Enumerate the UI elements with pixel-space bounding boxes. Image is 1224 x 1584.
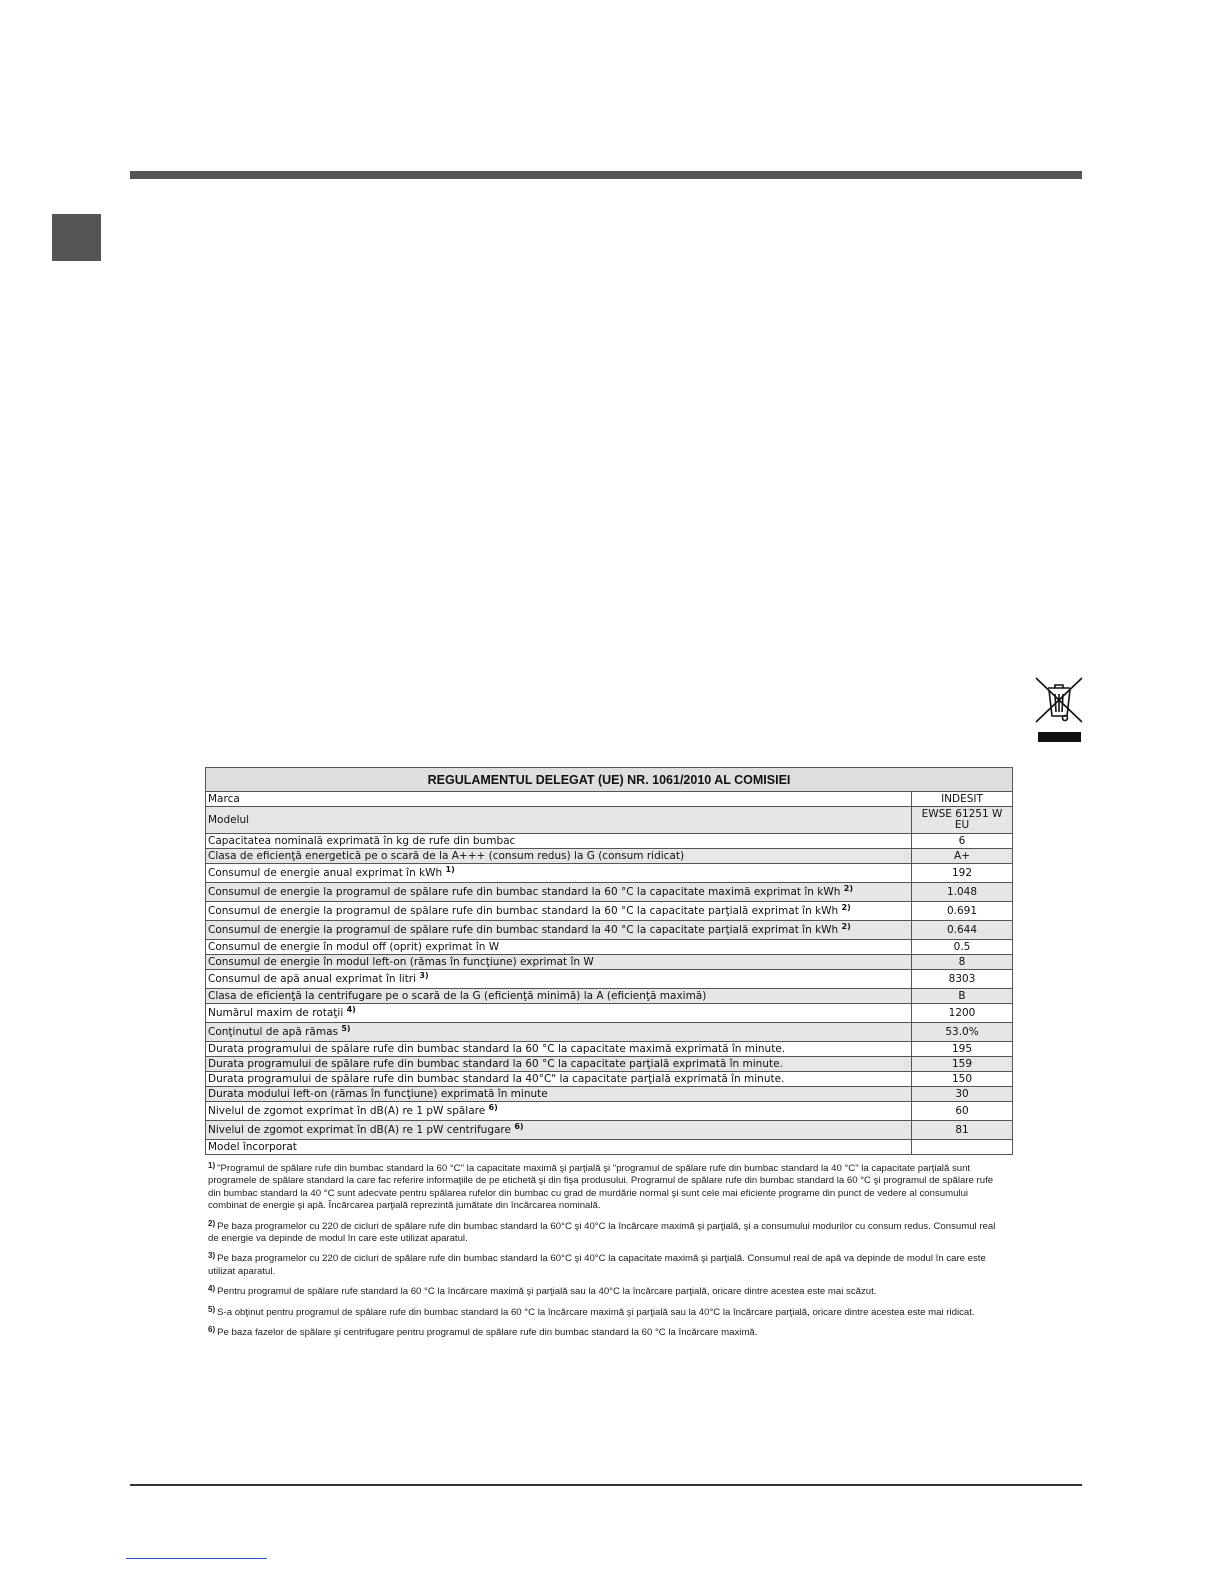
- row-label-text: Consumul de energie în modul left-on (rămas în funcţiune) exprimat în W: [208, 956, 594, 968]
- row-label-text: Model încorporat: [208, 1141, 297, 1153]
- row-value: 1.048: [912, 883, 1013, 902]
- footnote-ref: 4): [346, 1005, 356, 1014]
- row-label: [206, 1140, 912, 1155]
- table-title: REGULAMENTUL DELEGAT (UE) NR. 1061/2010 AL COMISIEI: [206, 768, 1013, 792]
- row-label-text: Consumul de apă anual exprimat în litri: [208, 973, 417, 985]
- row-value: 30: [912, 1087, 1013, 1102]
- footnote-text: S-a obţinut pentru programul de spălare rufe din bumbac standard la 60 °C la încărcare maximă şi parţială sau la 40°C la încărcare parţială, oricare dintre acestea este mai ridicat.: [217, 1306, 975, 1318]
- row-label: [206, 1121, 912, 1140]
- footnote-text: Pentru programul de spălare rufe standard la 60 °C la încărcare maximă şi parţială sau la 40°C la încărcare parţială, oricare dintre acestea este mai scăzut.: [217, 1286, 877, 1298]
- row-label: [206, 1072, 912, 1087]
- row-label-text: Marca: [208, 793, 240, 805]
- crossed-out-wheelie-bin-icon: [1034, 676, 1084, 744]
- table-row: [206, 1057, 1013, 1072]
- footnote-text: "Programul de spălare rufe din bumbac standard la 60 °C" la capacitate maximă şi parţială şi "programul de spălare rufe din bumbac standard la 40 °C" la capacitate parţială sunt programele de spălare standard la care fac referire informaţiile de pe etichetă şi din fişa produsului. Programul de spălare rufe din bumbac standard la 60 °C şi programul de spălare rufe din bumbac standard la 40 °C sunt adecvate pentru spălarea rufelor din bumbac cu grad de murdărie normal şi sunt cele mai eficiente programe din punct de vedere al consumului combinat de energie şi apă. Încărcarea parţială reprezintă jumătate din încărcarea nominală.: [208, 1163, 994, 1212]
- row-value: 0.691: [912, 902, 1013, 921]
- row-label: [206, 921, 912, 940]
- table-row: [206, 834, 1013, 849]
- table-row: [206, 989, 1013, 1004]
- row-label-text: Durata programului de spălare rufe din bumbac standard la 60 °C la capacitate maximă exprimată în minute.: [208, 1043, 786, 1055]
- footnote-ref: 2): [841, 922, 851, 931]
- row-label-text: Durata programului de spălare rufe din bumbac standard la 60 °C la capacitate parţială exprimată în minute.: [208, 1058, 783, 1070]
- row-value: 60: [912, 1102, 1013, 1121]
- table-row: [206, 955, 1013, 970]
- row-value: [912, 1140, 1013, 1155]
- footnote: [208, 1160, 1008, 1213]
- row-label-text: Capacitatea nominală exprimată în kg de rufe din bumbac: [208, 835, 516, 847]
- row-label: [206, 902, 912, 921]
- footnote-text: Pe baza programelor cu 220 de cicluri de spălare rufe din bumbac standard la 60°C şi 40°C la încărcare maximă şi parţială, şi a consumului modurilor cu consum redus. Consumul real de energie va depinde de modul în care este utilizat aparatul.: [208, 1220, 996, 1245]
- row-label: [206, 1102, 912, 1121]
- row-label-text: Clasa de eficienţă la centrifugare pe o scară de la G (eficienţă minimă) la A (eficienţă maximă): [208, 990, 707, 1002]
- row-label-text: Consumul de energie anual exprimat în kWh: [208, 867, 443, 879]
- row-label: [206, 1042, 912, 1057]
- row-label: [206, 955, 912, 970]
- row-label-text: Consumul de energie la programul de spălare rufe din bumbac standard la 60 °C la capacitate maximă exprimat în kWh: [208, 886, 841, 898]
- energy-specification-table: [205, 767, 1013, 1155]
- row-label: [206, 849, 912, 864]
- row-value: 1200: [912, 1004, 1013, 1023]
- row-value: 0.5: [912, 940, 1013, 955]
- table-row: [206, 792, 1013, 807]
- table-row: [206, 1140, 1013, 1155]
- footnote-ref: 5): [341, 1024, 351, 1033]
- table-row: [206, 1023, 1013, 1042]
- row-value: 159: [912, 1057, 1013, 1072]
- row-label-text: Conţinutul de apă rămas: [208, 1026, 338, 1038]
- footnote-number: 5): [208, 1304, 216, 1314]
- footnote-text: Pe baza fazelor de spălare şi centrifugare pentru programul de spălare rufe din bumbac standard la 60 °C la încărcare maximă.: [217, 1327, 758, 1339]
- footnote: [208, 1304, 1008, 1319]
- table-row: [206, 940, 1013, 955]
- footnote: [208, 1283, 1008, 1298]
- table-row: [206, 1042, 1013, 1057]
- row-label: [206, 1087, 912, 1102]
- row-label: [206, 1057, 912, 1072]
- table-row: [206, 1004, 1013, 1023]
- table-row: [206, 921, 1013, 940]
- footnote-ref: 2): [841, 903, 851, 912]
- row-value: 8303: [912, 970, 1013, 989]
- row-label: [206, 940, 912, 955]
- footnote-ref: 6): [514, 1122, 524, 1131]
- table-row: [206, 807, 1013, 834]
- footnote-ref: 2): [843, 884, 853, 893]
- row-label-text: Consumul de energie la programul de spălare rufe din bumbac standard la 60 °C la capacitate parţială exprimat în kWh: [208, 905, 839, 917]
- row-value: 150: [912, 1072, 1013, 1087]
- row-label-text: Consumul de energie la programul de spălare rufe din bumbac standard la 40 °C la capacitate parţială exprimat în kWh: [208, 924, 839, 936]
- row-label-text: Consumul de energie în modul off (oprit) exprimat în W: [208, 941, 500, 953]
- footnote-ref: 6): [488, 1103, 498, 1112]
- table-row: [206, 864, 1013, 883]
- footnote-ref: 1): [445, 865, 455, 874]
- row-value: 192: [912, 864, 1013, 883]
- table-row: [206, 1087, 1013, 1102]
- footnote-number: 3): [208, 1251, 216, 1261]
- footnote: [208, 1324, 1008, 1339]
- row-value: 6: [912, 834, 1013, 849]
- row-label-text: Durata programului de spălare rufe din bumbac standard la 40°C" la capacitate parţială exprimată în minute.: [208, 1073, 785, 1085]
- row-label: [206, 807, 912, 834]
- row-label: [206, 864, 912, 883]
- row-label: [206, 1023, 912, 1042]
- row-label-text: Durata modului left-on (rămas în funcţiune) exprimată în minute: [208, 1088, 548, 1100]
- row-value: 53.0%: [912, 1023, 1013, 1042]
- bottom-rule: [130, 1484, 1082, 1486]
- row-value: 81: [912, 1121, 1013, 1140]
- row-value: 195: [912, 1042, 1013, 1057]
- table-row: [206, 970, 1013, 989]
- table-row: [206, 849, 1013, 864]
- link-underline[interactable]: [126, 1558, 267, 1559]
- table-row: [206, 902, 1013, 921]
- footnote: [208, 1250, 1008, 1278]
- footnotes: [208, 1160, 1008, 1344]
- row-label-text: Modelul: [208, 814, 250, 826]
- row-value: B: [912, 989, 1013, 1004]
- footnote-text: Pe baza programelor cu 220 de cicluri de spălare rufe din bumbac standard la 60°C şi 40°C la capacitate maximă şi parţială. Consumul real de apă va depinde de modul în care este utilizat aparatul.: [208, 1253, 986, 1277]
- row-label-text: Clasa de eficienţă energetică pe o scară de la A+++ (consum redus) la G (consum ridicat): [208, 850, 685, 862]
- row-label-text: Numărul maxim de rotaţii: [208, 1007, 344, 1019]
- row-label: [206, 792, 912, 807]
- row-label: [206, 970, 912, 989]
- footnote-number: 2): [208, 1218, 216, 1228]
- row-value: INDESIT: [912, 792, 1013, 807]
- footnote: [208, 1218, 1008, 1246]
- top-rule: [130, 171, 1082, 179]
- footnote-ref: 3): [419, 971, 429, 980]
- footnote-number: 1): [208, 1161, 216, 1170]
- row-label: [206, 989, 912, 1004]
- table-row: [206, 883, 1013, 902]
- row-label: [206, 834, 912, 849]
- row-label: [206, 1004, 912, 1023]
- table-row: [206, 1102, 1013, 1121]
- row-label-text: Nivelul de zgomot exprimat în dB(A) re 1 pW spălare: [208, 1105, 486, 1117]
- row-label-text: Nivelul de zgomot exprimat în dB(A) re 1 pW centrifugare: [208, 1124, 511, 1136]
- row-value: 0.644: [912, 921, 1013, 940]
- section-tab-marker: [52, 214, 101, 261]
- table-row: [206, 1072, 1013, 1087]
- footnote-number: 6): [208, 1325, 216, 1335]
- row-value: 8: [912, 955, 1013, 970]
- footnote-number: 4): [208, 1284, 216, 1294]
- row-value: A+: [912, 849, 1013, 864]
- row-label: [206, 883, 912, 902]
- table-row: [206, 1121, 1013, 1140]
- row-value: EWSE 61251 W EU: [912, 807, 1013, 834]
